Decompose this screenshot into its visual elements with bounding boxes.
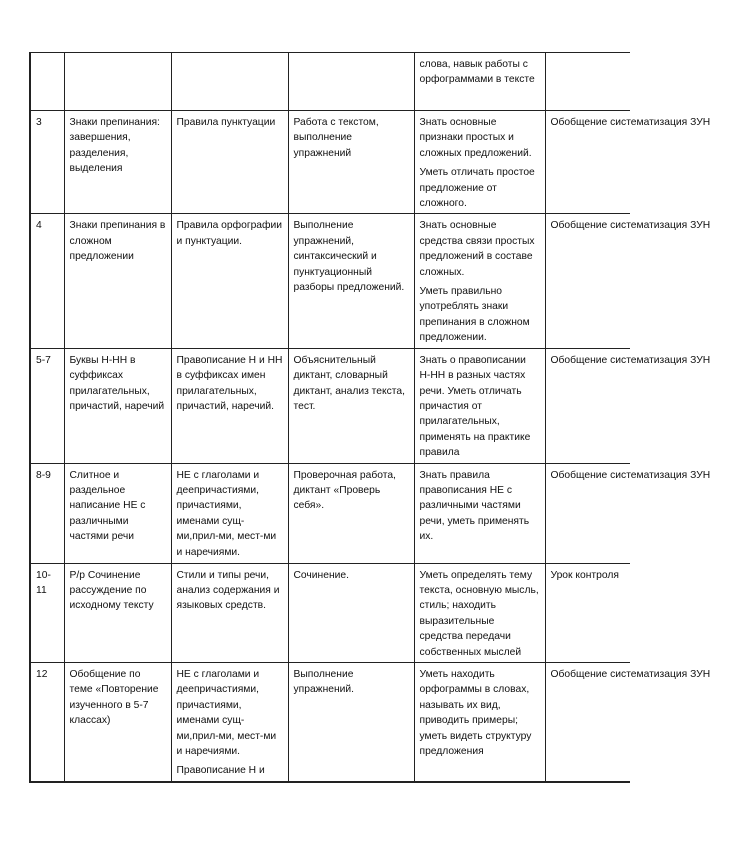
lesson-skills (414, 563, 545, 662)
lesson-skills (414, 463, 545, 563)
content-text: НЕ с глаголами и деепричастиями, причастиями, именами сущ-ми,прил-ми, мест-ми и наречиями. (176, 668, 277, 757)
lesson-skills (414, 348, 545, 463)
lesson-type (545, 53, 630, 111)
content-text: Правописание Н и (176, 765, 265, 777)
skills-text: Уметь отличать простое предложение от сложного. (419, 167, 535, 210)
skills-text: Знать основные признаки простых и сложных предложений. (419, 117, 532, 159)
lesson-type-text: Обобщение систематизация ЗУН (550, 668, 711, 680)
lesson-number (30, 53, 64, 111)
lesson-number: 5-7 (30, 348, 64, 463)
lesson-type-text: Обобщение систематизация ЗУН (550, 220, 711, 232)
table-row (30, 214, 630, 348)
lesson-skills (414, 111, 545, 214)
lesson-activity: Проверочная работа, диктант «Проверь себя». (288, 463, 414, 563)
lesson-type (545, 463, 711, 563)
lesson-content (171, 53, 288, 111)
lesson-content: Правописание Н и НН в суффиксах имен прилагательных, причастий, наречий. (171, 348, 288, 463)
lesson-skills (414, 53, 545, 111)
lesson-topic: Обобщение по теме «Повторение изученного в 5-7 классах) (64, 662, 171, 781)
table-row (30, 463, 630, 563)
skills-text: слова, навык работы с орфограммами в тексте (419, 59, 535, 86)
table-row (30, 662, 630, 781)
lesson-type (545, 214, 711, 348)
lesson-activity: Сочинение. (288, 563, 414, 662)
lesson-number: 10-11 (30, 563, 64, 662)
lesson-topic: Р/р Сочинение рассуждение по исходному тексту (64, 563, 171, 662)
lesson-topic (64, 53, 171, 111)
lesson-content: НЕ с глаголами и деепричастиями, причастиями, именами сущ-ми,прил-ми, мест-ми и наречиями. (171, 463, 288, 563)
lesson-number: 4 (30, 214, 64, 348)
table-row (30, 53, 630, 111)
lesson-type-text: Обобщение систематизация ЗУН (550, 117, 711, 128)
table-row (30, 111, 630, 214)
skills-text: Знать основные средства связи простых предложений в составе сложных. (419, 220, 535, 278)
table-row (30, 563, 630, 662)
lesson-type (545, 111, 711, 214)
skills-text: Уметь определять тему текста, основную мысль, стиль; находить выразительные средства передачи собственных мыслей (419, 569, 539, 658)
lesson-skills (414, 214, 545, 348)
lesson-number: 3 (30, 111, 64, 214)
lesson-content: Правила пунктуации (171, 111, 288, 214)
skills-text: Знать правила правописания НЕ с различными частями речи, уметь применять их. (419, 469, 530, 543)
lesson-type (545, 662, 711, 781)
lesson-topic: Знаки препинания в сложном предложении (64, 214, 171, 348)
lesson-type-text: Обобщение систематизация ЗУН (550, 469, 711, 481)
lesson-activity: Выполнение упражнений, синтаксический и пунктуационный разборы предложений. (288, 214, 414, 348)
lesson-content: Стили и типы речи, анализ содержания и языковых средств. (171, 563, 288, 662)
lesson-type: Урок контроля (545, 563, 630, 662)
lesson-activity: Выполнение упражнений. (288, 662, 414, 781)
skills-text: Знать о правописании Н-НН в разных частях речи. Уметь отличать причастия от прилагательных, применять на практике правила (419, 354, 531, 459)
skills-text: Уметь правильно употреблять знаки препинания в сложном предложении. (419, 286, 530, 344)
table-row (30, 348, 630, 463)
lesson-type (545, 348, 711, 463)
lesson-topic: Слитное и раздельное написание НЕ с различными частями речи (64, 463, 171, 563)
lesson-content: Правила орфографии и пунктуации. (171, 214, 288, 348)
lesson-content (171, 662, 288, 781)
lesson-topic: Знаки препинания: завершения, разделения, выделения (64, 111, 171, 214)
lesson-activity: Объяснительный диктант, словарный диктант, анализ текста, тест. (288, 348, 414, 463)
lesson-activity (288, 53, 414, 111)
lesson-topic: Буквы Н-НН в суффиксах прилагательных, причастий, наречий (64, 348, 171, 463)
lesson-plan-table (29, 52, 711, 783)
lesson-number: 12 (30, 662, 64, 781)
lesson-type-text: Обобщение систематизация ЗУН (550, 354, 711, 366)
lesson-number: 8-9 (30, 463, 64, 563)
lesson-activity: Работа с текстом, выполнение упражнений (288, 111, 414, 214)
skills-text: Уметь находить орфограммы в словах, называть их вид, приводить примеры; уметь видеть структуру предложения (419, 668, 532, 757)
lesson-skills (414, 662, 545, 781)
